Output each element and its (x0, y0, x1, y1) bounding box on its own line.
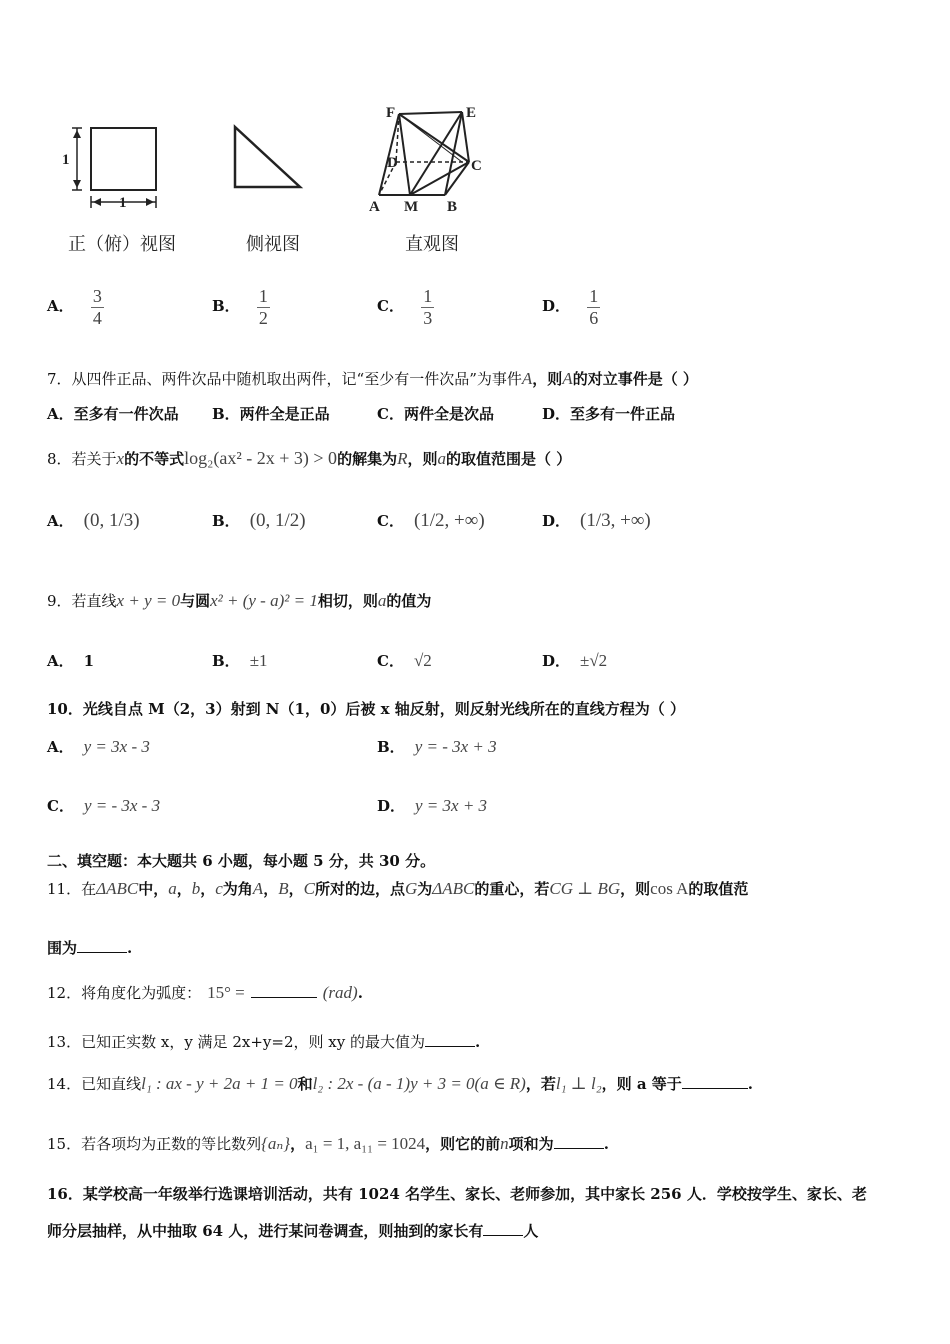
q12-stem: 12．将角度化为弧度： 15° = (rad). (47, 983, 363, 1002)
q6-c-num: 1 (423, 286, 433, 306)
q9-option-b: B． ±1 (212, 651, 268, 670)
q10-option-a: A． y = 3x - 3 (47, 737, 150, 756)
q6-d-num: 1 (589, 286, 599, 306)
vertex-label-e: E (466, 105, 477, 121)
q9-circle: x² + (y - a)² = 1 (210, 591, 318, 610)
q9-option-d: D． ±√2 (542, 651, 608, 670)
q8-option-a: A． (0, 1/3) (47, 510, 140, 531)
side-view-figure (235, 127, 300, 187)
q11-line2: 围为 . (47, 939, 133, 957)
q11-stem: 11．在ΔABC中，a，b，c为角A，B，C所对的边，点G为ΔABC的重心，若CG ⊥ BG，则cos A的取值范 (47, 879, 749, 898)
q9-stem: 9．若直线x + y = 0与圆x² + (y - a)² = 1相切，则a的值为 (47, 591, 432, 610)
q6-a-num: 3 (92, 286, 102, 306)
vertex-label-d: D (387, 155, 398, 171)
q8-inequality: log₂(ax² - 2x + 3) > 0 (184, 448, 338, 468)
vertex-label-a: A (369, 199, 380, 215)
q6-b-num: 1 (258, 286, 268, 306)
q6-c-den: 3 (423, 307, 433, 328)
vertex-label-m: M (404, 199, 419, 215)
front-view-caption: 正（俯）视图 (68, 234, 176, 255)
direct-view-caption: 直观图 (405, 234, 459, 255)
q8-stem: 8．若关于x的不等式log₂(ax² - 2x + 3) > 0的解集为R，则a的取值范围是（ ） (47, 448, 572, 468)
q14-line-2: l₂ : 2x - (a - 1)y + 3 = 0(a ∈ R) (312, 1074, 526, 1093)
q10-option-d: D． y = 3x + 3 (377, 796, 488, 815)
direct-view-figure (379, 112, 469, 195)
q16-line1: 16．某学校高一年级举行选课培训活动，共有 1024 名学生、家长、老师参加，其中家长 256 人．学校按学生、家长、老 (47, 1185, 867, 1203)
section-2-heading: 二、填空题：本大题共 6 小题，每小题 5 分，共 30 分。 (47, 852, 436, 870)
q8-option-d: D． (1/3, +∞) (542, 510, 651, 531)
q9-option-a: A． 1 (47, 652, 95, 670)
side-view-caption: 侧视图 (246, 234, 300, 255)
q14-stem: 14．已知直线l₁ : ax - y + 2a + 1 = 0和l₂ : 2x - (a - 1)y + 3 = 0(a ∈ R)，若l₁ ⊥ l₂，则 a 等于 . (47, 1074, 754, 1093)
q6-d-den: 6 (589, 307, 599, 328)
q15-stem: 15．若各项均为正数的等比数列{aₙ}，a₁ = 1, a₁₁ = 1024，则它的前n项和为 . (47, 1134, 609, 1153)
q10-option-b: B． y = - 3x + 3 (377, 737, 497, 756)
q6-option-b: B． $\frac{1}{2}$ (212, 286, 268, 328)
q6-b-den: 2 (258, 307, 268, 328)
vertex-label-f: F (386, 105, 396, 121)
q7-option-c: C．两件全是次品 (377, 405, 494, 423)
front-height-label: 1 (62, 152, 70, 168)
q10-option-c: C． y = - 3x - 3 (47, 796, 161, 815)
q7-option-a: A．至多有一件次品 (47, 405, 179, 423)
q6-a-den: 4 (92, 307, 102, 328)
q14-line-1: l₁ : ax - y + 2a + 1 = 0 (141, 1074, 298, 1093)
front-view-figure (72, 128, 156, 208)
q9-line: x + y = 0 (116, 591, 181, 610)
q13-stem: 13．已知正实数 x，y 满足 2x+y=2，则 xy 的最大值为 . (47, 1033, 481, 1051)
q8-option-c: C． (1/2, +∞) (377, 510, 485, 531)
q6-option-c: C． $\frac{1}{3}$ (377, 286, 433, 328)
q7-stem: 7．从四件正品、两件次品中随机取出两件，记“至少有一件次品”为事件A，则A的对立事件是（ ） (47, 369, 698, 388)
q16-line2: 师分层抽样，从中抽取 64 人，进行某问卷调查，则抽到的家长有 人 (47, 1222, 539, 1240)
vertex-label-c: C (471, 158, 482, 174)
q7-option-d: D．至多有一件正品 (542, 405, 676, 423)
q9-option-c: C． √2 (377, 651, 432, 670)
q6-option-a: A． $\frac{3}{4}$ (47, 286, 102, 328)
q6-option-d: D． $\frac{1}{6}$ (542, 286, 599, 328)
q7-option-b: B．两件全是正品 (212, 405, 330, 423)
front-width-label: 1 (119, 195, 127, 211)
vertex-label-b: B (447, 199, 458, 215)
q10-stem: 10．光线自点 M（2，3）射到 N（1，0）后被 x 轴反射，则反射光线所在的直线方程为（ ） (47, 700, 685, 718)
q8-option-b: B． (0, 1/2) (212, 510, 306, 531)
